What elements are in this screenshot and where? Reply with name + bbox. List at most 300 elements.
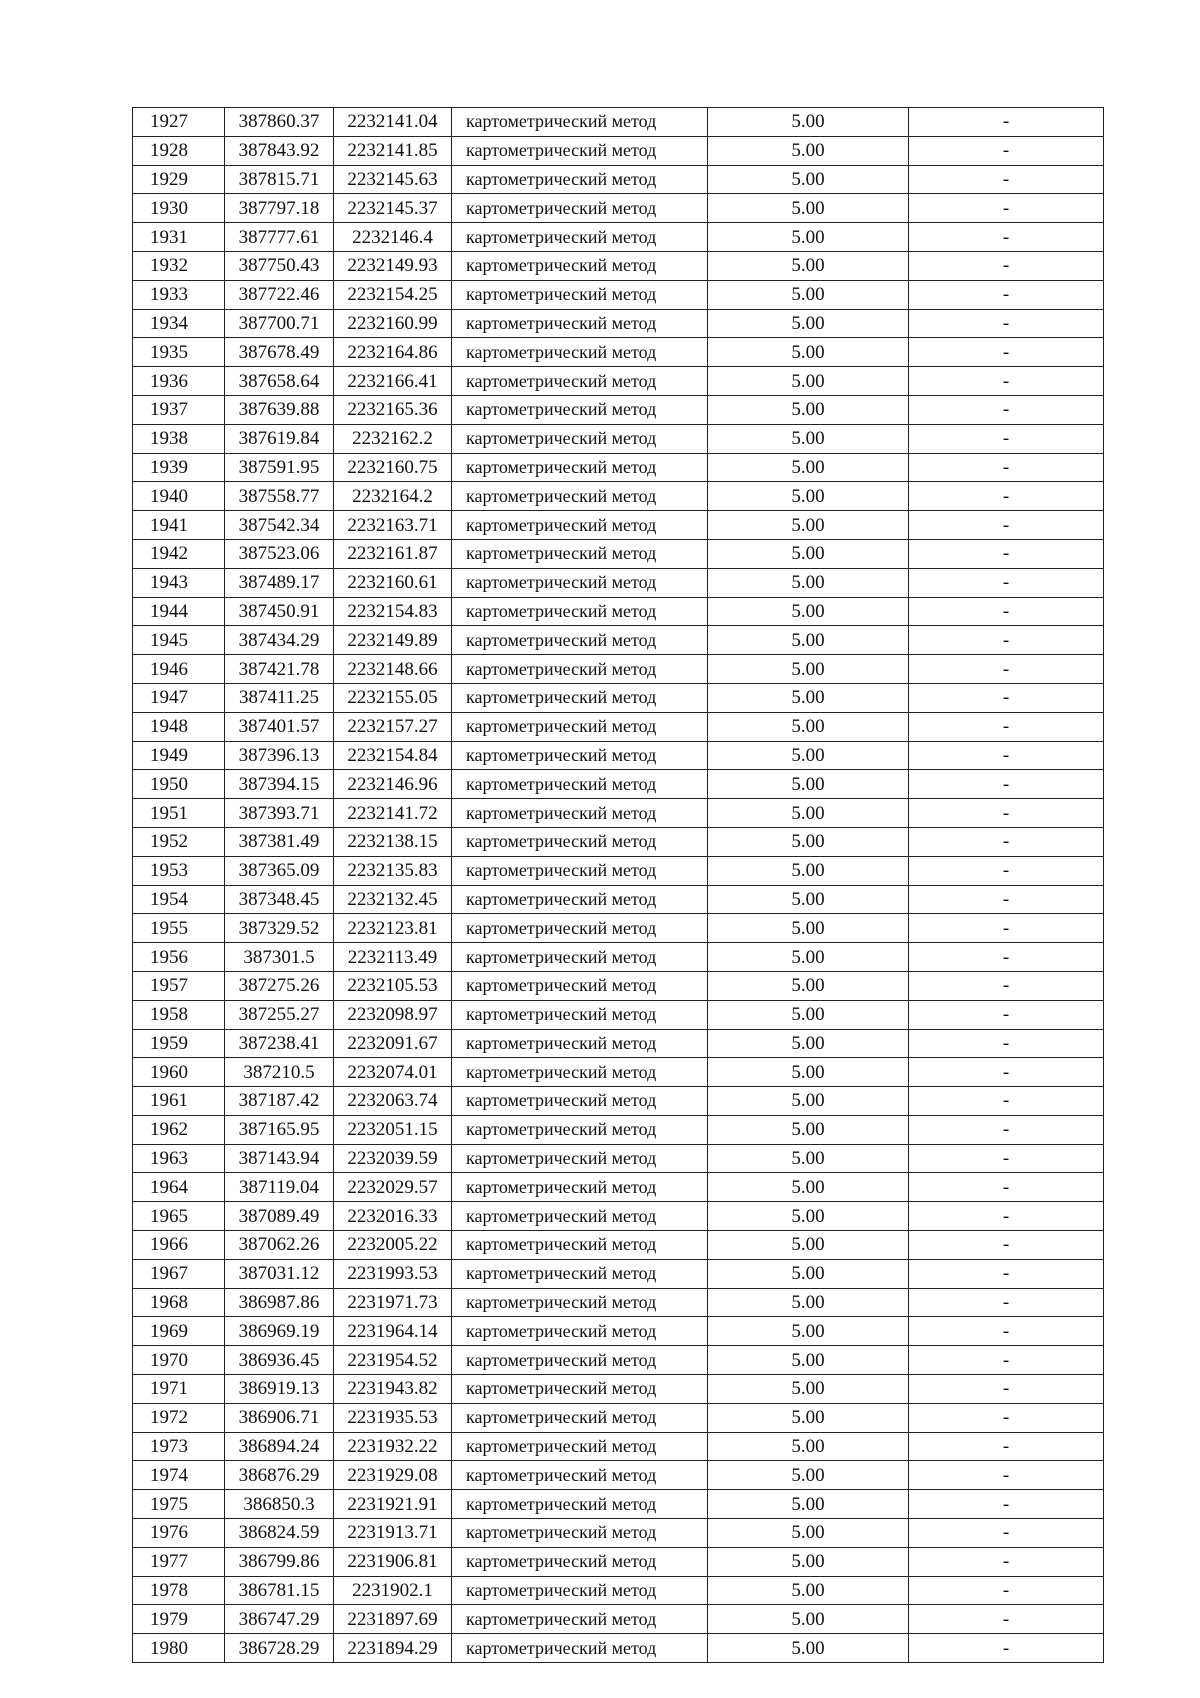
method-cell: картометрический метод: [452, 1346, 708, 1375]
point-number-cell: 1948: [133, 712, 225, 741]
note-cell: -: [909, 1461, 1104, 1490]
x-coordinate-cell: 387031.12: [225, 1259, 334, 1288]
y-coordinate-cell: 2232145.37: [334, 194, 452, 223]
accuracy-cell: 5.00: [708, 367, 909, 396]
y-coordinate-cell: 2232141.04: [334, 108, 452, 137]
note-cell: -: [909, 1231, 1104, 1260]
table-row: [133, 136, 1104, 165]
method-cell: картометрический метод: [452, 1173, 708, 1202]
x-coordinate-cell: 387523.06: [225, 539, 334, 568]
table-row: [133, 1576, 1104, 1605]
note-cell: -: [909, 367, 1104, 396]
note-cell: -: [909, 1259, 1104, 1288]
point-number-cell: 1954: [133, 885, 225, 914]
method-cell: картометрический метод: [452, 1231, 708, 1260]
x-coordinate-cell: 387558.77: [225, 482, 334, 511]
y-coordinate-cell: 2231929.08: [334, 1461, 452, 1490]
x-coordinate-cell: 386824.59: [225, 1519, 334, 1548]
table-row: [133, 338, 1104, 367]
note-cell: -: [909, 1634, 1104, 1663]
method-cell: картометрический метод: [452, 309, 708, 338]
x-coordinate-cell: 386987.86: [225, 1288, 334, 1317]
table-row: [133, 1029, 1104, 1058]
point-number-cell: 1934: [133, 309, 225, 338]
accuracy-cell: 5.00: [708, 1461, 909, 1490]
accuracy-cell: 5.00: [708, 511, 909, 540]
point-number-cell: 1929: [133, 165, 225, 194]
method-cell: картометрический метод: [452, 1000, 708, 1029]
note-cell: -: [909, 770, 1104, 799]
method-cell: картометрический метод: [452, 1634, 708, 1663]
note-cell: -: [909, 914, 1104, 943]
table-row: [133, 712, 1104, 741]
note-cell: -: [909, 1000, 1104, 1029]
y-coordinate-cell: 2231894.29: [334, 1634, 452, 1663]
note-cell: -: [909, 597, 1104, 626]
x-coordinate-cell: 387542.34: [225, 511, 334, 540]
x-coordinate-cell: 387396.13: [225, 741, 334, 770]
x-coordinate-cell: 387348.45: [225, 885, 334, 914]
y-coordinate-cell: 2232154.25: [334, 280, 452, 309]
y-coordinate-cell: 2232138.15: [334, 827, 452, 856]
method-cell: картометрический метод: [452, 367, 708, 396]
point-number-cell: 1979: [133, 1605, 225, 1634]
coordinates-table-body: [133, 108, 1104, 1663]
accuracy-cell: 5.00: [708, 799, 909, 828]
x-coordinate-cell: 387365.09: [225, 856, 334, 885]
point-number-cell: 1931: [133, 223, 225, 252]
method-cell: картометрический метод: [452, 1403, 708, 1432]
note-cell: -: [909, 655, 1104, 684]
accuracy-cell: 5.00: [708, 1173, 909, 1202]
point-number-cell: 1970: [133, 1346, 225, 1375]
note-cell: -: [909, 1375, 1104, 1404]
accuracy-cell: 5.00: [708, 1231, 909, 1260]
table-row: [133, 770, 1104, 799]
method-cell: картометрический метод: [452, 395, 708, 424]
accuracy-cell: 5.00: [708, 885, 909, 914]
y-coordinate-cell: 2232163.71: [334, 511, 452, 540]
y-coordinate-cell: 2232166.41: [334, 367, 452, 396]
y-coordinate-cell: 2231897.69: [334, 1605, 452, 1634]
y-coordinate-cell: 2232146.96: [334, 770, 452, 799]
y-coordinate-cell: 2232123.81: [334, 914, 452, 943]
note-cell: -: [909, 1087, 1104, 1116]
accuracy-cell: 5.00: [708, 338, 909, 367]
method-cell: картометрический метод: [452, 626, 708, 655]
y-coordinate-cell: 2232098.97: [334, 1000, 452, 1029]
accuracy-cell: 5.00: [708, 1087, 909, 1116]
accuracy-cell: 5.00: [708, 108, 909, 137]
x-coordinate-cell: 387434.29: [225, 626, 334, 655]
table-row: [133, 194, 1104, 223]
method-cell: картометрический метод: [452, 683, 708, 712]
accuracy-cell: 5.00: [708, 165, 909, 194]
point-number-cell: 1977: [133, 1547, 225, 1576]
note-cell: -: [909, 1490, 1104, 1519]
y-coordinate-cell: 2232164.2: [334, 482, 452, 511]
note-cell: -: [909, 943, 1104, 972]
accuracy-cell: 5.00: [708, 1547, 909, 1576]
coordinates-table: [132, 107, 1104, 1663]
method-cell: картометрический метод: [452, 194, 708, 223]
accuracy-cell: 5.00: [708, 1605, 909, 1634]
note-cell: -: [909, 568, 1104, 597]
point-number-cell: 1933: [133, 280, 225, 309]
x-coordinate-cell: 387394.15: [225, 770, 334, 799]
method-cell: картометрический метод: [452, 338, 708, 367]
point-number-cell: 1942: [133, 539, 225, 568]
x-coordinate-cell: 387815.71: [225, 165, 334, 194]
point-number-cell: 1957: [133, 971, 225, 1000]
y-coordinate-cell: 2232141.72: [334, 799, 452, 828]
table-row: [133, 1000, 1104, 1029]
note-cell: -: [909, 223, 1104, 252]
accuracy-cell: 5.00: [708, 597, 909, 626]
y-coordinate-cell: 2231932.22: [334, 1432, 452, 1461]
point-number-cell: 1958: [133, 1000, 225, 1029]
note-cell: -: [909, 1576, 1104, 1605]
y-coordinate-cell: 2232162.2: [334, 424, 452, 453]
y-coordinate-cell: 2232091.67: [334, 1029, 452, 1058]
note-cell: -: [909, 741, 1104, 770]
point-number-cell: 1944: [133, 597, 225, 626]
table-row: [133, 799, 1104, 828]
note-cell: -: [909, 885, 1104, 914]
x-coordinate-cell: 386919.13: [225, 1375, 334, 1404]
point-number-cell: 1960: [133, 1058, 225, 1087]
x-coordinate-cell: 387187.42: [225, 1087, 334, 1116]
accuracy-cell: 5.00: [708, 914, 909, 943]
table-row: [133, 1490, 1104, 1519]
y-coordinate-cell: 2232113.49: [334, 943, 452, 972]
point-number-cell: 1939: [133, 453, 225, 482]
method-cell: картометрический метод: [452, 1144, 708, 1173]
table-row: [133, 1403, 1104, 1432]
y-coordinate-cell: 2232149.89: [334, 626, 452, 655]
accuracy-cell: 5.00: [708, 482, 909, 511]
point-number-cell: 1927: [133, 108, 225, 137]
table-row: [133, 1346, 1104, 1375]
x-coordinate-cell: 387393.71: [225, 799, 334, 828]
x-coordinate-cell: 387062.26: [225, 1231, 334, 1260]
table-row: [133, 367, 1104, 396]
method-cell: картометрический метод: [452, 712, 708, 741]
y-coordinate-cell: 2232165.36: [334, 395, 452, 424]
accuracy-cell: 5.00: [708, 1115, 909, 1144]
table-row: [133, 568, 1104, 597]
method-cell: картометрический метод: [452, 223, 708, 252]
point-number-cell: 1965: [133, 1202, 225, 1231]
y-coordinate-cell: 2232161.87: [334, 539, 452, 568]
table-row: [133, 597, 1104, 626]
point-number-cell: 1947: [133, 683, 225, 712]
accuracy-cell: 5.00: [708, 136, 909, 165]
accuracy-cell: 5.00: [708, 453, 909, 482]
table-row: [133, 482, 1104, 511]
point-number-cell: 1961: [133, 1087, 225, 1116]
point-number-cell: 1978: [133, 1576, 225, 1605]
y-coordinate-cell: 2232005.22: [334, 1231, 452, 1260]
accuracy-cell: 5.00: [708, 1144, 909, 1173]
accuracy-cell: 5.00: [708, 971, 909, 1000]
table-row: [133, 885, 1104, 914]
note-cell: -: [909, 683, 1104, 712]
method-cell: картометрический метод: [452, 1317, 708, 1346]
method-cell: картометрический метод: [452, 770, 708, 799]
y-coordinate-cell: 2232039.59: [334, 1144, 452, 1173]
method-cell: картометрический метод: [452, 1605, 708, 1634]
accuracy-cell: 5.00: [708, 1490, 909, 1519]
method-cell: картометрический метод: [452, 1202, 708, 1231]
accuracy-cell: 5.00: [708, 1634, 909, 1663]
note-cell: -: [909, 251, 1104, 280]
y-coordinate-cell: 2231943.82: [334, 1375, 452, 1404]
y-coordinate-cell: 2231902.1: [334, 1576, 452, 1605]
table-row: [133, 1288, 1104, 1317]
table-row: [133, 1605, 1104, 1634]
accuracy-cell: 5.00: [708, 655, 909, 684]
table-row: [133, 683, 1104, 712]
note-cell: -: [909, 453, 1104, 482]
note-cell: -: [909, 165, 1104, 194]
method-cell: картометрический метод: [452, 1519, 708, 1548]
note-cell: -: [909, 799, 1104, 828]
x-coordinate-cell: 387143.94: [225, 1144, 334, 1173]
x-coordinate-cell: 387797.18: [225, 194, 334, 223]
accuracy-cell: 5.00: [708, 856, 909, 885]
accuracy-cell: 5.00: [708, 1346, 909, 1375]
point-number-cell: 1938: [133, 424, 225, 453]
x-coordinate-cell: 386747.29: [225, 1605, 334, 1634]
table-row: [133, 1375, 1104, 1404]
point-number-cell: 1941: [133, 511, 225, 540]
accuracy-cell: 5.00: [708, 1576, 909, 1605]
x-coordinate-cell: 387843.92: [225, 136, 334, 165]
note-cell: -: [909, 1202, 1104, 1231]
y-coordinate-cell: 2232135.83: [334, 856, 452, 885]
table-row: [133, 453, 1104, 482]
table-row: [133, 827, 1104, 856]
point-number-cell: 1956: [133, 943, 225, 972]
method-cell: картометрический метод: [452, 424, 708, 453]
y-coordinate-cell: 2232164.86: [334, 338, 452, 367]
note-cell: -: [909, 1058, 1104, 1087]
accuracy-cell: 5.00: [708, 251, 909, 280]
point-number-cell: 1976: [133, 1519, 225, 1548]
accuracy-cell: 5.00: [708, 827, 909, 856]
point-number-cell: 1963: [133, 1144, 225, 1173]
x-coordinate-cell: 387489.17: [225, 568, 334, 597]
x-coordinate-cell: 387381.49: [225, 827, 334, 856]
method-cell: картометрический метод: [452, 482, 708, 511]
y-coordinate-cell: 2232146.4: [334, 223, 452, 252]
note-cell: -: [909, 827, 1104, 856]
x-coordinate-cell: 387255.27: [225, 1000, 334, 1029]
table-row: [133, 1519, 1104, 1548]
x-coordinate-cell: 387329.52: [225, 914, 334, 943]
table-row: [133, 1432, 1104, 1461]
x-coordinate-cell: 387165.95: [225, 1115, 334, 1144]
table-row: [133, 971, 1104, 1000]
method-cell: картометрический метод: [452, 1029, 708, 1058]
accuracy-cell: 5.00: [708, 1403, 909, 1432]
point-number-cell: 1975: [133, 1490, 225, 1519]
method-cell: картометрический метод: [452, 1375, 708, 1404]
note-cell: -: [909, 194, 1104, 223]
note-cell: -: [909, 1029, 1104, 1058]
note-cell: -: [909, 1519, 1104, 1548]
table-row: [133, 1087, 1104, 1116]
method-cell: картометрический метод: [452, 511, 708, 540]
method-cell: картометрический метод: [452, 1087, 708, 1116]
x-coordinate-cell: 387421.78: [225, 655, 334, 684]
x-coordinate-cell: 387678.49: [225, 338, 334, 367]
point-number-cell: 1955: [133, 914, 225, 943]
accuracy-cell: 5.00: [708, 1288, 909, 1317]
point-number-cell: 1972: [133, 1403, 225, 1432]
point-number-cell: 1974: [133, 1461, 225, 1490]
note-cell: -: [909, 1173, 1104, 1202]
x-coordinate-cell: 387591.95: [225, 453, 334, 482]
accuracy-cell: 5.00: [708, 770, 909, 799]
y-coordinate-cell: 2232160.61: [334, 568, 452, 597]
point-number-cell: 1937: [133, 395, 225, 424]
x-coordinate-cell: 386850.3: [225, 1490, 334, 1519]
y-coordinate-cell: 2232155.05: [334, 683, 452, 712]
y-coordinate-cell: 2231971.73: [334, 1288, 452, 1317]
point-number-cell: 1969: [133, 1317, 225, 1346]
table-row: [133, 626, 1104, 655]
x-coordinate-cell: 387700.71: [225, 309, 334, 338]
note-cell: -: [909, 1547, 1104, 1576]
y-coordinate-cell: 2232154.84: [334, 741, 452, 770]
table-row: [133, 741, 1104, 770]
table-row: [133, 655, 1104, 684]
table-row: [133, 1231, 1104, 1260]
x-coordinate-cell: 387238.41: [225, 1029, 334, 1058]
x-coordinate-cell: 386936.45: [225, 1346, 334, 1375]
accuracy-cell: 5.00: [708, 1202, 909, 1231]
method-cell: картометрический метод: [452, 943, 708, 972]
point-number-cell: 1980: [133, 1634, 225, 1663]
accuracy-cell: 5.00: [708, 1432, 909, 1461]
x-coordinate-cell: 387722.46: [225, 280, 334, 309]
accuracy-cell: 5.00: [708, 683, 909, 712]
accuracy-cell: 5.00: [708, 1317, 909, 1346]
note-cell: -: [909, 539, 1104, 568]
note-cell: -: [909, 1115, 1104, 1144]
point-number-cell: 1940: [133, 482, 225, 511]
accuracy-cell: 5.00: [708, 424, 909, 453]
note-cell: -: [909, 108, 1104, 137]
point-number-cell: 1966: [133, 1231, 225, 1260]
table-row: [133, 1259, 1104, 1288]
point-number-cell: 1950: [133, 770, 225, 799]
y-coordinate-cell: 2232132.45: [334, 885, 452, 914]
y-coordinate-cell: 2232154.83: [334, 597, 452, 626]
accuracy-cell: 5.00: [708, 1375, 909, 1404]
y-coordinate-cell: 2232063.74: [334, 1087, 452, 1116]
point-number-cell: 1959: [133, 1029, 225, 1058]
accuracy-cell: 5.00: [708, 568, 909, 597]
point-number-cell: 1943: [133, 568, 225, 597]
method-cell: картометрический метод: [452, 827, 708, 856]
table-row: [133, 539, 1104, 568]
note-cell: -: [909, 712, 1104, 741]
accuracy-cell: 5.00: [708, 1058, 909, 1087]
table-row: [133, 1461, 1104, 1490]
table-row: [133, 914, 1104, 943]
note-cell: -: [909, 1432, 1104, 1461]
table-row: [133, 1115, 1104, 1144]
x-coordinate-cell: 386799.86: [225, 1547, 334, 1576]
note-cell: -: [909, 1605, 1104, 1634]
note-cell: -: [909, 136, 1104, 165]
point-number-cell: 1968: [133, 1288, 225, 1317]
x-coordinate-cell: 387750.43: [225, 251, 334, 280]
table-row: [133, 856, 1104, 885]
table-row: [133, 1202, 1104, 1231]
note-cell: -: [909, 309, 1104, 338]
method-cell: картометрический метод: [452, 251, 708, 280]
method-cell: картометрический метод: [452, 280, 708, 309]
point-number-cell: 1936: [133, 367, 225, 396]
point-number-cell: 1930: [133, 194, 225, 223]
accuracy-cell: 5.00: [708, 943, 909, 972]
y-coordinate-cell: 2232160.99: [334, 309, 452, 338]
method-cell: картометрический метод: [452, 568, 708, 597]
x-coordinate-cell: 386876.29: [225, 1461, 334, 1490]
method-cell: картометрический метод: [452, 108, 708, 137]
y-coordinate-cell: 2232160.75: [334, 453, 452, 482]
note-cell: -: [909, 511, 1104, 540]
accuracy-cell: 5.00: [708, 395, 909, 424]
y-coordinate-cell: 2231964.14: [334, 1317, 452, 1346]
note-cell: -: [909, 395, 1104, 424]
point-number-cell: 1945: [133, 626, 225, 655]
y-coordinate-cell: 2232074.01: [334, 1058, 452, 1087]
method-cell: картометрический метод: [452, 597, 708, 626]
x-coordinate-cell: 387860.37: [225, 108, 334, 137]
y-coordinate-cell: 2232105.53: [334, 971, 452, 1000]
table-row: [133, 424, 1104, 453]
note-cell: -: [909, 1144, 1104, 1173]
point-number-cell: 1935: [133, 338, 225, 367]
x-coordinate-cell: 387658.64: [225, 367, 334, 396]
x-coordinate-cell: 387275.26: [225, 971, 334, 1000]
y-coordinate-cell: 2232148.66: [334, 655, 452, 684]
point-number-cell: 1971: [133, 1375, 225, 1404]
table-row: [133, 1173, 1104, 1202]
accuracy-cell: 5.00: [708, 280, 909, 309]
y-coordinate-cell: 2231993.53: [334, 1259, 452, 1288]
table-row: [133, 165, 1104, 194]
point-number-cell: 1949: [133, 741, 225, 770]
method-cell: картометрический метод: [452, 914, 708, 943]
method-cell: картометрический метод: [452, 1547, 708, 1576]
x-coordinate-cell: 386906.71: [225, 1403, 334, 1432]
note-cell: -: [909, 1317, 1104, 1346]
accuracy-cell: 5.00: [708, 194, 909, 223]
method-cell: картометрический метод: [452, 856, 708, 885]
table-row: [133, 1144, 1104, 1173]
note-cell: -: [909, 626, 1104, 655]
point-number-cell: 1951: [133, 799, 225, 828]
table-row: [133, 511, 1104, 540]
note-cell: -: [909, 280, 1104, 309]
method-cell: картометрический метод: [452, 1115, 708, 1144]
